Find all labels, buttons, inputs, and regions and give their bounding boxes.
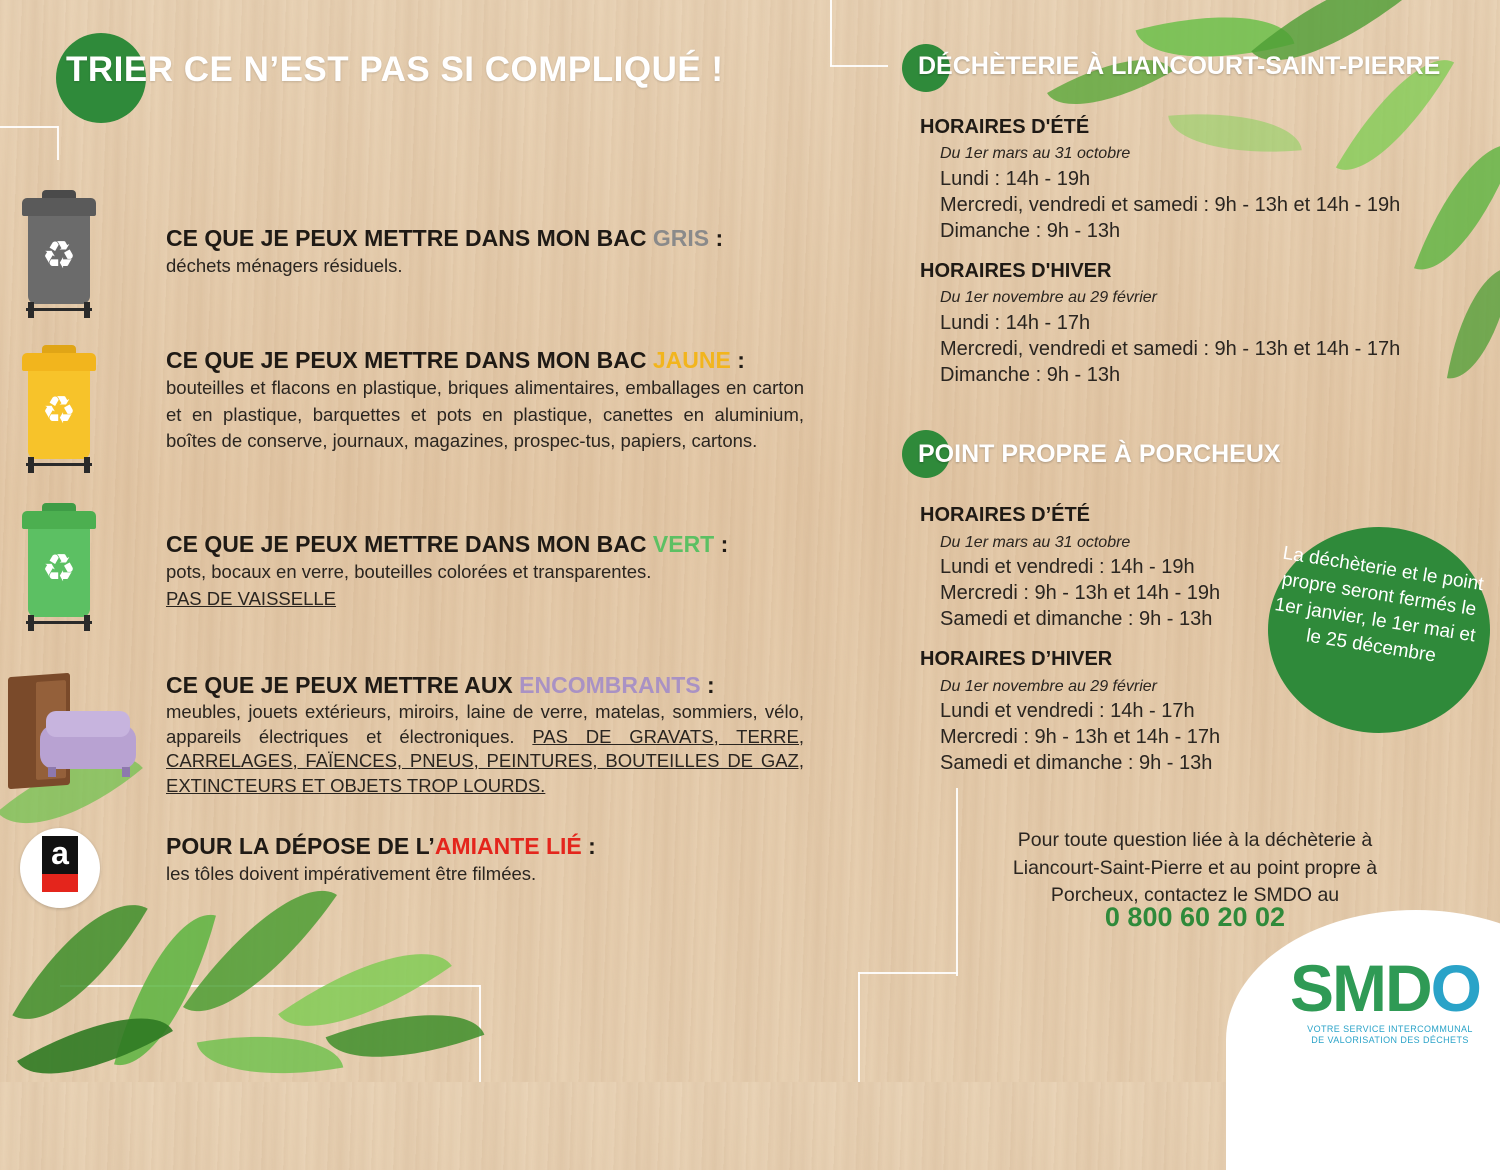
recycle-icon: ♻: [41, 235, 77, 277]
frame-line: [956, 788, 958, 976]
page-title: TRIER CE N’EST PAS SI COMPLIQUÉ !: [66, 50, 724, 89]
logo-tagline: VOTRE SERVICE INTERCOMMUNAL DE VALORISATION DES DÉCHETS: [1307, 1024, 1473, 1045]
yellow-bin-icon: [22, 345, 96, 475]
frame-line: [0, 126, 58, 128]
recycle-icon: ♻: [41, 548, 77, 590]
dechetterie-winter-heading: HORAIRES D'HIVER: [920, 260, 1112, 282]
dechetterie-title: DÉCHÈTERIE À LIANCOURT-SAINT-PIERRE: [918, 52, 1441, 80]
dechetterie-winter-line: Lundi : 14h - 17h: [940, 312, 1091, 334]
closure-notice: La déchèterie et le point propre seront fermés le 1er janvier, le 1er mai et le 25 décembre: [1273, 542, 1485, 667]
point-propre-winter-heading: HORAIRES D’HIVER: [920, 648, 1113, 670]
smdo-logo: SMDO: [1290, 951, 1481, 1025]
section-heading-gris: CE QUE JE PEUX METTRE DANS MON BAC GRIS :: [166, 225, 724, 251]
contact-text: Pour toute question liée à la déchèterie à Liancourt-Saint-Pierre et au point propre à Porcheux, contactez le SMDO au: [1012, 829, 1378, 906]
frame-line: [858, 972, 958, 974]
dechetterie-summer-line: Dimanche : 9h - 13h: [940, 220, 1121, 242]
point-propre-title: POINT PROPRE À PORCHEUX: [918, 440, 1281, 468]
section-text-jaune: bouteilles et flacons en plastique, briques alimentaires, emballages en carton et en plastique, barquettes et pots en plastique, canettes en aluminium, boîtes de conserve, journaux, magazines, prospec-tus, papiers, cartons.: [166, 377, 804, 451]
dechetterie-winter-line: Mercredi, vendredi et samedi : 9h - 13h et 14h - 17h: [940, 338, 1401, 360]
furniture-icon: [6, 675, 136, 795]
frame-line: [830, 65, 888, 67]
point-propre-summer-line: Samedi et dimanche : 9h - 13h: [940, 608, 1213, 630]
point-propre-summer-dates: Du 1er mars au 31 octobre: [940, 534, 1131, 551]
section-heading-vert: CE QUE JE PEUX METTRE DANS MON BAC VERT :: [166, 531, 729, 557]
point-propre-winter-dates: Du 1er novembre au 29 février: [940, 678, 1157, 695]
dechetterie-winter-dates: Du 1er novembre au 29 février: [940, 289, 1157, 306]
dechetterie-summer-dates: Du 1er mars au 31 octobre: [940, 145, 1131, 162]
section-text-encombrants: meubles, jouets extérieurs, miroirs, laine de verre, matelas, sommiers, vélo, appareils électriques et électroniques. PAS DE GRAVATS, TERRE, CARRELAGES, FAÏENCES, PNEUS, PEINTURES, BOUTEILLES DE GAZ, EXTINCTEURS ET OBJETS TROP LOURDS.: [166, 701, 805, 796]
phone-number[interactable]: 0 800 60 20 02: [1104, 902, 1286, 932]
section-text-amiante: les tôles doivent impérativement être filmées.: [166, 863, 537, 884]
recycle-icon: ♻: [41, 390, 77, 432]
section-heading-amiante: POUR LA DÉPOSE DE L’AMIANTE LIÉ :: [166, 833, 596, 859]
dechetterie-summer-heading: HORAIRES D'ÉTÉ: [920, 116, 1090, 138]
point-propre-winter-line: Mercredi : 9h - 13h et 14h - 17h: [940, 726, 1221, 748]
dechetterie-summer-line: Mercredi, vendredi et samedi : 9h - 13h et 14h - 19h: [940, 194, 1401, 216]
frame-line: [830, 0, 832, 66]
point-propre-summer-line: Lundi et vendredi : 14h - 19h: [940, 556, 1195, 578]
no-dishes-warning: PAS DE VAISSELLE: [166, 587, 337, 609]
frame-line: [57, 126, 59, 160]
point-propre-winter-line: Samedi et dimanche : 9h - 13h: [940, 752, 1213, 774]
dechetterie-winter-line: Dimanche : 9h - 13h: [940, 364, 1121, 386]
point-propre-summer-heading: HORAIRES D’ÉTÉ: [920, 504, 1091, 526]
forbidden-items-warning: PAS DE GRAVATS, TERRE, CARRELAGES, FAÏENCES, PNEUS, PEINTURES, BOUTEILLES DE GAZ, EXTINCTEURS ET OBJETS TROP LOURDS.: [166, 725, 805, 796]
point-propre-summer-line: Mercredi : 9h - 13h et 14h - 19h: [940, 582, 1221, 604]
dechetterie-summer-line: Lundi : 14h - 19h: [940, 168, 1091, 190]
section-text-vert: pots, bocaux en verre, bouteilles colorées et transparentes. PAS DE VAISSELLE: [166, 561, 652, 609]
asbestos-icon: a: [20, 828, 100, 908]
grey-bin-icon: [22, 190, 96, 320]
frame-line: [858, 972, 860, 1082]
point-propre-winter-line: Lundi et vendredi : 14h - 17h: [940, 700, 1195, 722]
section-heading-jaune: CE QUE JE PEUX METTRE DANS MON BAC JAUNE :: [166, 347, 745, 373]
green-bin-icon: [22, 503, 96, 633]
section-text-gris: déchets ménagers résiduels.: [166, 255, 403, 276]
section-heading-encombrants: CE QUE JE PEUX METTRE AUX ENCOMBRANTS :: [166, 672, 715, 698]
